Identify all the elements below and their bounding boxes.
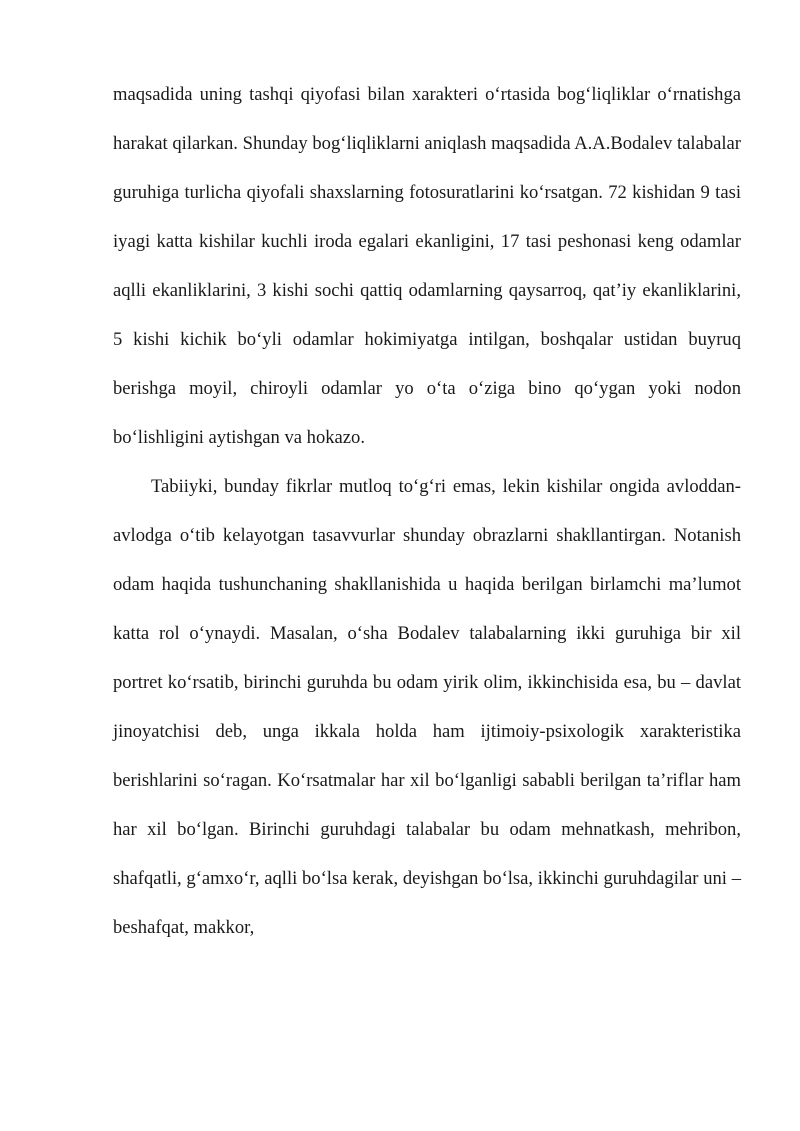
document-page: [113, 70, 741, 952]
paragraph-continuation: maqsadida uning tashqi qiyofasi bilan xarakteri o‘rtasida bog‘liqliklar o‘rnatishga harakat qilarkan. Shunday bog‘liqliklarni aniqlash maqsadida A.A.Bodalev talabalar guruhiga turlicha qiyofali shaxslarning fotosuratlarini ko‘rsatgan. 72 kishidan 9 tasi iyagi katta kishilar kuchli iroda egalari ekanligini, 17 tasi peshonasi keng odamlar aqlli ekanliklarini, 3 kishi sochi qattiq odamlarning qaysarroq, qat’iy ekanliklarini, 5 kishi kichik bo‘yli odamlar hokimiyatga intilgan, boshqalar ustidan buyruq berishga moyil, chiroyli odamlar yo o‘ta o‘ziga bino qo‘ygan yoki nodon bo‘lishligini aytishgan va hokazo.: [113, 84, 741, 448]
paragraph-tabiiyki: Tabiiyki, bunday fikrlar mutloq to‘g‘ri emas, lekin kishilar ongida avloddan-avlodga o‘tib kelayotgan tasavvurlar shunday obrazlarni shakllantirgan. Notanish odam haqida tushunchaning shakllanishida u haqida berilgan birlamchi ma’lumot katta rol o‘ynaydi. Masalan, o‘sha Bodalev talabalarning ikki guruhiga bir xil portret ko‘rsatib, birinchi guruhda bu odam yirik olim, ikkinchisida esa, bu – davlat jinoyatchisi deb, unga ikkala holda ham ijtimoiy-psixologik xarakteristika berishlarini so‘ragan. Ko‘rsatmalar har xil bo‘lganligi sababli berilgan ta’riflar ham har xil bo‘lgan. Birinchi guruhdagi talabalar bu odam mehnatkash, mehribon, shafqatli, g‘amxo‘r, aqlli bo‘lsa kerak, deyishgan bo‘lsa, ikkinchi guruhdagilar uni – beshafqat, makkor,: [113, 476, 741, 938]
